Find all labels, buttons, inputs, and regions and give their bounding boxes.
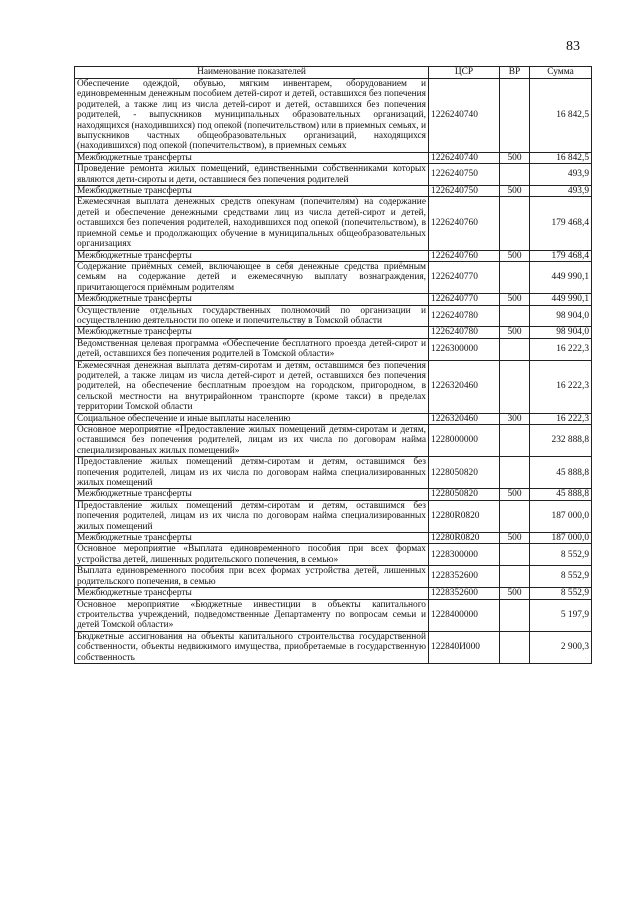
row-vr-cell (500, 261, 530, 293)
row-vr-cell (500, 164, 530, 186)
table-body (75, 79, 592, 664)
row-csr-cell: 1226240740 (429, 79, 500, 153)
row-vr-cell (500, 338, 530, 360)
table-row (75, 413, 592, 424)
row-vr-cell (500, 457, 530, 489)
row-name-cell: Предоставление жилых помещений детям-сиротам и детям, оставшимся без попечения родителей, лицам из их числа по договорам найма специализированных жилых помещений (75, 500, 429, 532)
table-row (75, 294, 592, 305)
row-name-cell: Основное мероприятие «Бюджетные инвестиции в объекты капитального строительства учреждений, подведомственные Департаменту по вопросам семьи и детей Томской области» (75, 599, 429, 631)
table-row (75, 360, 592, 413)
table-row (75, 544, 592, 566)
row-sum-cell: 16 842,5 (530, 79, 592, 153)
row-sum-cell: 449 990,1 (530, 261, 592, 293)
row-name-cell: Проведение ремонта жилых помещений, единственными собственниками которых являются дети-сироты и дети, оставшиеся без попечения родителей (75, 164, 429, 186)
row-sum-cell: 45 888,8 (530, 457, 592, 489)
row-name-cell: Основное мероприятие «Предоставление жилых помещений детям-сиротам и детям, оставшимся без попечения родителей, лицам из их числа по договорам найма специализированых жилых помещений» (75, 425, 429, 457)
page-number: 83 (566, 39, 580, 54)
row-vr-cell (500, 566, 530, 588)
header-name: Наименование показателей (75, 67, 429, 79)
row-csr-cell: 1226240750 (429, 186, 500, 197)
row-vr-cell (500, 305, 530, 327)
row-name-cell: Межбюджетные трансферты (75, 294, 429, 305)
row-csr-cell: 1228050820 (429, 489, 500, 500)
row-name-cell: Обеспечение одеждой, обувью, мягким инвентарем, оборудованием и единовременным денежным пособием детей-сирот и детей, оставшихся без попечения родителей, а также лиц из числа детей-сирот и детей, оставшихся без попечения родителей, - выпускников муниципальных образовательных организаций, находящихся (находившихся) под опекой (попечительством) или в приемных семьях, и выпускников частных общеобразовательных организаций, находящихся (находившихся) под опекой (попечительством), в приемных семьях (75, 79, 429, 153)
row-sum-cell: 16 222,3 (530, 413, 592, 424)
row-csr-cell: 1228400000 (429, 599, 500, 631)
row-name-cell: Межбюджетные трансферты (75, 152, 429, 163)
row-name-cell: Межбюджетные трансферты (75, 186, 429, 197)
table-row (75, 305, 592, 327)
table-row (75, 425, 592, 457)
row-vr-cell (500, 79, 530, 153)
row-name-cell: Межбюджетные трансферты (75, 588, 429, 599)
row-sum-cell: 8 552,9 (530, 566, 592, 588)
row-name-cell: Основное мероприятие «Выплата единовременного пособия при всех формах устройства детей, лишенных родительского попечения, в семью» (75, 544, 429, 566)
header-csr: ЦСР (429, 67, 500, 79)
row-name-cell: Межбюджетные трансферты (75, 250, 429, 261)
row-vr-cell: 500 (500, 327, 530, 338)
row-vr-cell (500, 631, 530, 663)
row-vr-cell: 500 (500, 250, 530, 261)
row-csr-cell: 1226240780 (429, 327, 500, 338)
row-sum-cell: 493,9 (530, 186, 592, 197)
row-name-cell: Выплата единовременного пособия при всех формах устройства детей, лишенных родительского попечения, в семью (75, 566, 429, 588)
table-row (75, 79, 592, 153)
row-sum-cell: 179 468,4 (530, 250, 592, 261)
table-row (75, 599, 592, 631)
header-vr: ВР (500, 67, 530, 79)
row-name-cell: Осуществление отдельных государственных полномочий по организации и осуществлению деятельности по опеке и попечительству в Томской области (75, 305, 429, 327)
row-csr-cell: 1226240760 (429, 197, 500, 250)
table-row (75, 500, 592, 532)
row-sum-cell: 98 904,0 (530, 327, 592, 338)
table-row (75, 631, 592, 663)
row-csr-cell: 122840И000 (429, 631, 500, 663)
row-sum-cell: 8 552,9 (530, 588, 592, 599)
row-csr-cell: 1226240760 (429, 250, 500, 261)
row-name-cell: Межбюджетные трансферты (75, 533, 429, 544)
table-row (75, 588, 592, 599)
row-vr-cell (500, 197, 530, 250)
row-name-cell: Социальное обеспечение и иные выплаты населению (75, 413, 429, 424)
table-row (75, 338, 592, 360)
row-sum-cell: 232 888,8 (530, 425, 592, 457)
row-sum-cell: 98 904,0 (530, 305, 592, 327)
row-name-cell: Межбюджетные трансферты (75, 327, 429, 338)
row-csr-cell: 1226240780 (429, 305, 500, 327)
row-name-cell: Межбюджетные трансферты (75, 489, 429, 500)
table-row (75, 186, 592, 197)
row-sum-cell: 8 552,9 (530, 544, 592, 566)
row-vr-cell (500, 599, 530, 631)
row-sum-cell: 16 222,3 (530, 338, 592, 360)
table-row (75, 489, 592, 500)
table-row (75, 566, 592, 588)
row-name-cell: Ежемесячная выплата денежных средств опекунам (попечителям) на содержание детей и обеспечение денежными средствами лиц из числа детей-сирот и детей, оставшихся без попечения родителей, находившихся под опекой (попечительством), в приемной семье и продолжающих обучение в муниципальных общеобразовательных организациях (75, 197, 429, 250)
row-csr-cell: 1226240770 (429, 294, 500, 305)
row-vr-cell (500, 500, 530, 532)
row-csr-cell: 1228352600 (429, 566, 500, 588)
row-sum-cell: 16 222,3 (530, 360, 592, 413)
row-csr-cell: 1226320460 (429, 413, 500, 424)
row-sum-cell: 2 900,3 (530, 631, 592, 663)
row-vr-cell: 500 (500, 533, 530, 544)
row-csr-cell: 1228300000 (429, 544, 500, 566)
row-name-cell: Ежемесячная денежная выплата детям-сиротам и детям, оставшимся без попечения родителей, а также лицам из числа детей-сирот и детей, оставшихся без попечения родителей, на обеспечение бесплатным проездом на городском, пригородном, в сельской местности на внутрирайонном транспорте (кроме такси) в пределах территории Томской области (75, 360, 429, 413)
row-csr-cell: 1226320460 (429, 360, 500, 413)
row-csr-cell: 1228000000 (429, 425, 500, 457)
table-row (75, 152, 592, 163)
row-sum-cell: 179 468,4 (530, 197, 592, 250)
row-csr-cell: 1226240770 (429, 261, 500, 293)
row-vr-cell (500, 360, 530, 413)
row-name-cell: Ведомственная целевая программа «Обеспечение бесплатного проезда детей-сирот и детей, оставшихся без попечения родителей в Томской области» (75, 338, 429, 360)
row-sum-cell: 449 990,1 (530, 294, 592, 305)
budget-table (74, 66, 592, 664)
row-sum-cell: 45 888,8 (530, 489, 592, 500)
table-row (75, 197, 592, 250)
row-sum-cell: 5 197,9 (530, 599, 592, 631)
row-vr-cell: 500 (500, 294, 530, 305)
table-row (75, 457, 592, 489)
table-row (75, 327, 592, 338)
row-csr-cell: 1228352600 (429, 588, 500, 599)
row-csr-cell: 1226240750 (429, 164, 500, 186)
row-csr-cell: 1226240740 (429, 152, 500, 163)
row-sum-cell: 16 842,5 (530, 152, 592, 163)
row-vr-cell: 500 (500, 186, 530, 197)
row-vr-cell: 500 (500, 588, 530, 599)
row-name-cell: Содержание приёмных семей, включающее в себя денежные средства приёмным семьям на содержание детей и ежемесячную выплату вознаграждения, причитающегося приёмным родителям (75, 261, 429, 293)
row-sum-cell: 493,9 (530, 164, 592, 186)
table-row (75, 533, 592, 544)
table-header-row (75, 67, 592, 79)
row-csr-cell: 12280R0820 (429, 533, 500, 544)
row-sum-cell: 187 000,0 (530, 500, 592, 532)
row-vr-cell (500, 425, 530, 457)
row-csr-cell: 1228050820 (429, 457, 500, 489)
row-vr-cell: 300 (500, 413, 530, 424)
header-sum: Сумма (530, 67, 592, 79)
row-name-cell: Бюджетные ассигнования на объекты капитального строительства государственной собственности, объекты недвижимого имущества, приобретаемые в государственную собственность (75, 631, 429, 663)
table-row (75, 164, 592, 186)
row-vr-cell: 500 (500, 489, 530, 500)
row-sum-cell: 187 000,0 (530, 533, 592, 544)
table-row (75, 250, 592, 261)
row-csr-cell: 1226300000 (429, 338, 500, 360)
table-row (75, 261, 592, 293)
row-name-cell: Предоставление жилых помещений детям-сиротам и детям, оставшимся без попечения родителей, лицам из их числа по договорам найма специализированных жилых помещений (75, 457, 429, 489)
row-vr-cell (500, 544, 530, 566)
row-vr-cell: 500 (500, 152, 530, 163)
row-csr-cell: 12280R0820 (429, 500, 500, 532)
